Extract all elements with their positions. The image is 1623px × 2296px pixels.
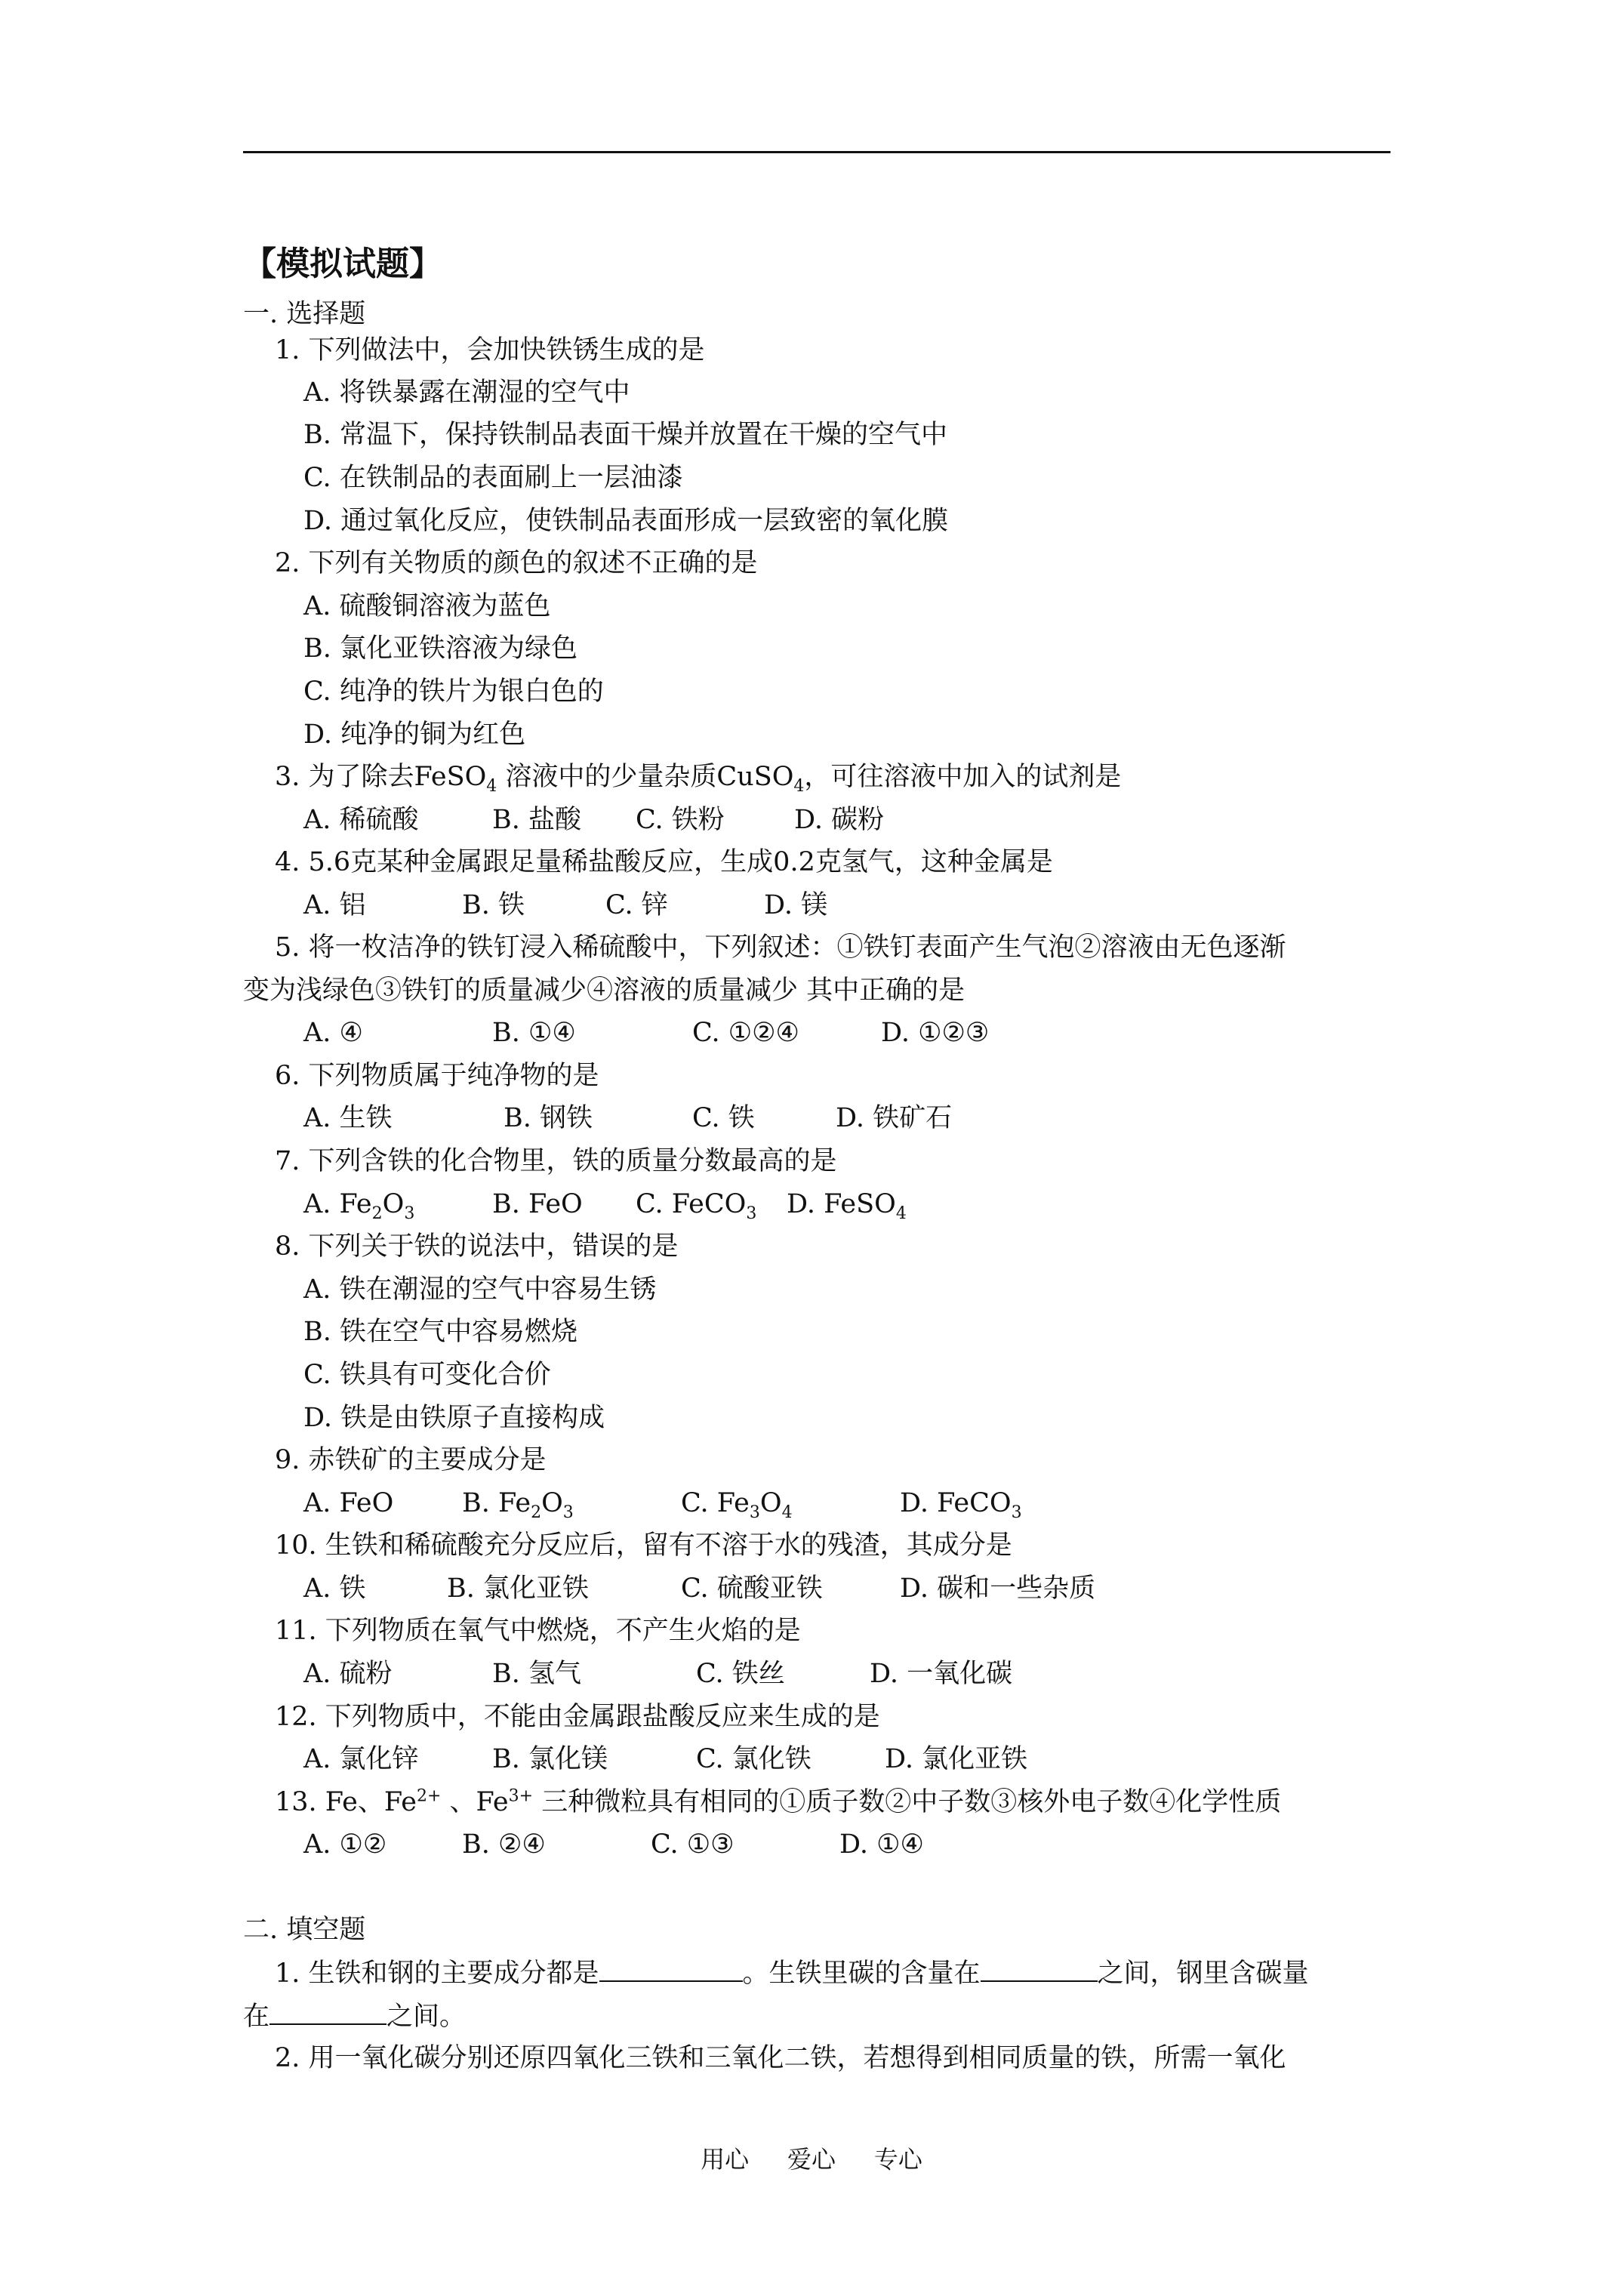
question-13-option-a: A. ①② xyxy=(303,1829,387,1860)
question-9-options xyxy=(303,1485,1022,1521)
question-13-option-b: B. ②④ xyxy=(462,1829,546,1860)
question-3-options xyxy=(303,802,884,838)
question-11-option-a: A. 硫粉 xyxy=(303,1659,393,1689)
question-12-option-c: C. 氯化铁 xyxy=(696,1744,812,1774)
question-4-option-d: D. 镁 xyxy=(764,890,828,920)
question-1-option-c: C. 在铁制品的表面刷上一层油漆 xyxy=(303,463,683,493)
question-5-option-d: D. ①②③ xyxy=(881,1018,990,1048)
question-10-option-c: C. 硫酸亚铁 xyxy=(681,1573,823,1604)
question-13-options xyxy=(303,1826,924,1863)
question-6-option-a: A. 生铁 xyxy=(303,1103,393,1133)
question-2-option-d: D. 纯净的铜为红色 xyxy=(303,720,526,750)
question-1-option-b: B. 常温下，保持铁制品表面干燥并放置在干燥的空气中 xyxy=(303,420,947,450)
question-9-option-d: D. FeCO$_3$ xyxy=(900,1488,1022,1522)
question-8-option-c: C. 铁具有可变化合价 xyxy=(303,1360,551,1390)
question-8-option-d: D. 铁是由铁原子直接构成 xyxy=(303,1403,605,1433)
question-1-option-a: A. 将铁暴露在潮湿的空气中 xyxy=(303,378,630,408)
question-2-option-c: C. 纯净的铁片为银白色的 xyxy=(303,676,604,707)
question-10-stem: 10. 生铁和稀硫酸充分反应后，留有不溶于水的残渣，其成分是 xyxy=(275,1530,1012,1561)
section-heading-fill-in: 二. 填空题 xyxy=(243,1915,366,1945)
question-5-option-a: A. ④ xyxy=(303,1018,363,1048)
question-12-option-b: B. 氯化镁 xyxy=(492,1744,608,1774)
question-12-option-d: D. 氯化亚铁 xyxy=(885,1744,1028,1774)
question-7-option-a: A. $Fe_2O_3$ xyxy=(303,1189,415,1223)
question-9-stem: 9. 赤铁矿的主要成分是 xyxy=(275,1445,547,1475)
question-5-option-b: B. ①④ xyxy=(492,1018,576,1048)
question-4-options xyxy=(303,887,827,923)
question-3-option-a: A. 稀硫酸 xyxy=(303,805,419,835)
question-5-options xyxy=(303,1015,989,1051)
question-12-options xyxy=(303,1741,1027,1777)
question-5-stem-line2: 变为浅绿色③铁钉的质量减少④溶液的质量减少 其中正确的是 xyxy=(243,975,965,1006)
page-footer: 用心 爱心 专心 xyxy=(701,2145,922,2174)
question-11-option-b: B. 氢气 xyxy=(492,1659,581,1689)
question-6-option-c: C. 铁 xyxy=(692,1103,755,1133)
question-1-option-d: D. 通过氧化反应，使铁制品表面形成一层致密的氧化膜 xyxy=(303,506,949,536)
question-10-option-d: D. 碳和一些杂质 xyxy=(900,1573,1096,1604)
fill-question-1-line2: 在 之间。 xyxy=(243,1998,466,2035)
question-6-option-d: D. 铁矿石 xyxy=(836,1103,953,1133)
question-11-option-c: C. 铁丝 xyxy=(696,1659,785,1689)
answer-blank-2[interactable] xyxy=(981,1955,1098,1982)
question-10-options xyxy=(303,1570,1095,1607)
question-4-stem: 4. 5.6克某种金属跟足量稀盐酸反应，生成0.2克氢气，这种金属是 xyxy=(275,847,1053,877)
question-2-option-a: A. 硫酸铜溶液为蓝色 xyxy=(303,591,551,621)
question-11-option-d: D. 一氧化碳 xyxy=(870,1659,1013,1689)
question-4-option-a: A. 铝 xyxy=(303,890,366,920)
question-1-stem: 1. 下列做法中，会加快铁锈生成的是 xyxy=(275,335,705,365)
question-8-stem: 8. 下列关于铁的说法中，错误的是 xyxy=(275,1231,679,1262)
question-10-option-a: A. 铁 xyxy=(303,1573,366,1604)
question-3-option-d: D. 碳粉 xyxy=(794,805,885,835)
question-3-option-c: C. 铁粉 xyxy=(636,805,725,835)
question-13-option-d: D. ①④ xyxy=(839,1829,924,1860)
question-8-option-b: B. 铁在空气中容易燃烧 xyxy=(303,1317,577,1347)
question-8-option-a: A. 铁在潮湿的空气中容易生锈 xyxy=(303,1274,657,1305)
section-heading-choice: 一. 选择题 xyxy=(243,299,366,329)
question-9-option-a: A. FeO xyxy=(303,1488,394,1518)
page-title: 【模拟试题】 xyxy=(243,245,442,283)
answer-blank-1[interactable] xyxy=(599,1955,743,1982)
question-4-option-c: C. 锌 xyxy=(605,890,668,920)
question-12-option-a: A. 氯化锌 xyxy=(303,1744,419,1774)
question-7-option-b: B. FeO xyxy=(492,1189,583,1219)
question-7-stem: 7. 下列含铁的化合物里，铁的质量分数最高的是 xyxy=(275,1146,837,1176)
question-5-option-c: C. ①②④ xyxy=(692,1018,799,1048)
question-9-option-b: B. $Fe_2O_3$ xyxy=(462,1488,574,1522)
question-3-stem: 3. 为了除去FeSO$_4$ 溶液中的少量杂质CuSO$_4$，可往溶液中加入的试剂是 xyxy=(275,762,1122,796)
header-rule xyxy=(243,151,1390,153)
question-7-options xyxy=(303,1186,907,1222)
question-5-stem-line1: 5. 将一枚洁净的铁钉浸入稀硫酸中，下列叙述：①铁钉表面产生气泡②溶液由无色逐渐 xyxy=(275,932,1286,963)
answer-blank-3[interactable] xyxy=(269,1998,387,2025)
question-6-option-b: B. 钢铁 xyxy=(504,1103,593,1133)
question-3-option-b: B. 盐酸 xyxy=(492,805,581,835)
question-12-stem: 12. 下列物质中，不能由金属跟盐酸反应来生成的是 xyxy=(275,1702,880,1732)
question-2-option-b: B. 氯化亚铁溶液为绿色 xyxy=(303,633,577,664)
question-7-option-d: D. FeSO$_4$ xyxy=(787,1189,907,1223)
question-6-stem: 6. 下列物质属于纯净物的是 xyxy=(275,1061,599,1091)
question-13-option-c: C. ①③ xyxy=(651,1829,735,1860)
question-13-stem: 13. Fe、$Fe^{2+}$ 、$Fe^{3+}$ 三种微粒具有相同的①质子数②中子数③核外电子数④化学性质 xyxy=(275,1786,1282,1817)
question-11-stem: 11. 下列物质在氧气中燃烧，不产生火焰的是 xyxy=(275,1616,801,1646)
fill-question-2-line1: 2. 用一氧化碳分别还原四氧化三铁和三氧化二铁，若想得到相同质量的铁，所需一氧化 xyxy=(275,2043,1286,2073)
question-9-option-c: C. $Fe_3O_4$ xyxy=(681,1488,793,1522)
question-4-option-b: B. 铁 xyxy=(462,890,525,920)
question-7-option-c: C. FeCO$_3$ xyxy=(636,1189,757,1223)
question-2-stem: 2. 下列有关物质的颜色的叙述不正确的是 xyxy=(275,548,758,578)
question-6-options xyxy=(303,1100,952,1136)
fill-question-1-line1: 1. 生铁和钢的主要成分都是 。生铁里碳的含量在 之间，钢里含碳量 xyxy=(275,1955,1309,1992)
question-10-option-b: B. 氯化亚铁 xyxy=(447,1573,589,1604)
question-11-options xyxy=(303,1656,1012,1692)
